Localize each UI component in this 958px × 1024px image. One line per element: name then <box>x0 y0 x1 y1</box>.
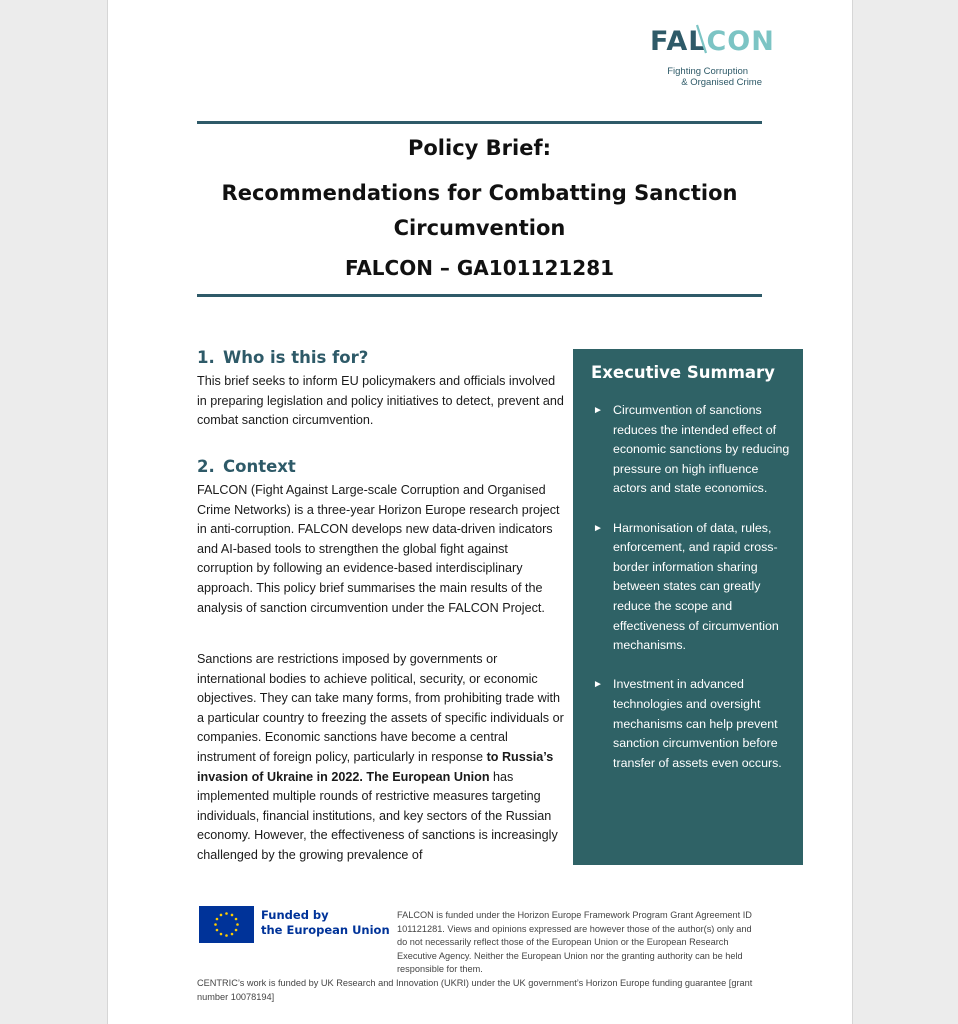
section-heading-who: 1. Who is this for? <box>197 348 369 367</box>
eu-star-icon <box>236 923 239 926</box>
eu-funded-label: Funded by the European Union <box>261 908 390 937</box>
section-heading-context: 2. Context <box>197 457 296 476</box>
eu-star-icon <box>225 934 228 937</box>
context-paragraph-1: FALCON (Fight Against Large-scale Corruption and Organised Crime Networks) is a three-year Horizon Europe research project in anti-corruption. FALCON develops new data-driven indicators and AI-based tools to strengthen the global fight against corruption by following an evidence-based interdisciplinary approach. This policy brief summarises the main results of the analysis of sanction circumvention under the FALCON Project. <box>197 483 560 615</box>
funding-disclaimer: FALCON is funded under the Horizon Europe Framework Program Grant Agreement ID 101121281. Views and opinions expressed are however those of the author(s) only and do not necessarily reflect those of the European Union or the European Research Executive Agency. Neither the European Union nor the granting authority can be held responsible for them. <box>397 910 752 974</box>
title-rule-top <box>197 121 762 124</box>
eu-star-icon <box>235 929 238 932</box>
eu-star-icon <box>216 929 219 932</box>
context-paragraph-2: Sanctions are restrictions imposed by governments or international bodies to achieve political, security, or economic objectives. They can take many forms, from prohibiting trade with a particular country to freezing the assets of specific individuals or companies. Economic sanctions have become a central instrument of foreign policy, particularly in response to Russia’s invasion of Ukraine in 2022. The European Union has implemented multiple rounds of restrictive measures targeting individuals, financial institutions, and key sectors of the Russian economy. However, the effectiveness of sanctions is increasingly challenged by the growing prevalence of <box>197 652 564 862</box>
title-line-3: FALCON – GA101121281 <box>344 256 615 280</box>
falcon-logo <box>650 26 775 88</box>
executive-summary-box <box>573 349 803 865</box>
eu-star-icon <box>231 914 234 917</box>
eu-star-icon <box>214 923 217 926</box>
bullet-arrow-icon: ► <box>593 405 603 416</box>
summary-item: ► Investment in advanced technologies and oversight mechanisms can help prevent sanction circumvention before transfer of assets even occurs. <box>593 677 782 770</box>
bullet-arrow-icon: ► <box>593 522 603 534</box>
summary-item: ► Circumvention of sanctions reduces the intended effect of economic sanctions by reducing pressure on high influence actors and state economics. <box>593 403 790 496</box>
bullet-arrow-icon: ► <box>593 679 603 691</box>
logo-wordmark: FALCON <box>650 26 775 57</box>
summary-item: ► Harmonisation of data, rules, enforcement, and rapid cross-border information sharing between states can greatly reduce the scope and effectiveness of circumvention mechanisms. <box>593 520 779 653</box>
eu-star-icon <box>231 933 234 936</box>
eu-star-icon <box>216 918 219 921</box>
eu-star-icon <box>220 914 223 917</box>
eu-star-icon <box>225 912 228 915</box>
executive-summary-list <box>591 401 791 793</box>
eu-star-icon <box>235 918 238 921</box>
eu-star-icon <box>220 933 223 936</box>
logo-slash-icon <box>694 23 714 59</box>
title-line-2: Recommendations for Combatting Sanction Circumvention <box>221 181 738 240</box>
context-bold-phrase: to Russia’s invasion of Ukraine in 2022. The European Union <box>197 749 554 784</box>
executive-summary-title: Executive Summary <box>591 363 775 382</box>
eu-flag-icon <box>199 906 254 943</box>
centric-funding-note: CENTRIC’s work is funded by UK Research and Innovation (UKRI) under the UK government’s Horizon Europe funding guarantee [grant number 10078194] <box>197 978 753 1002</box>
title-line-1: Policy Brief: <box>407 136 551 160</box>
logo-tagline: Fighting Corruption & Organised Crime <box>667 66 762 88</box>
section-who-paragraph: This brief seeks to inform EU policymakers and officials involved in preparing legislation and policy initiatives to detect, prevent and combat sanction circumvention. <box>197 374 564 428</box>
title-rule-bottom <box>197 294 762 297</box>
